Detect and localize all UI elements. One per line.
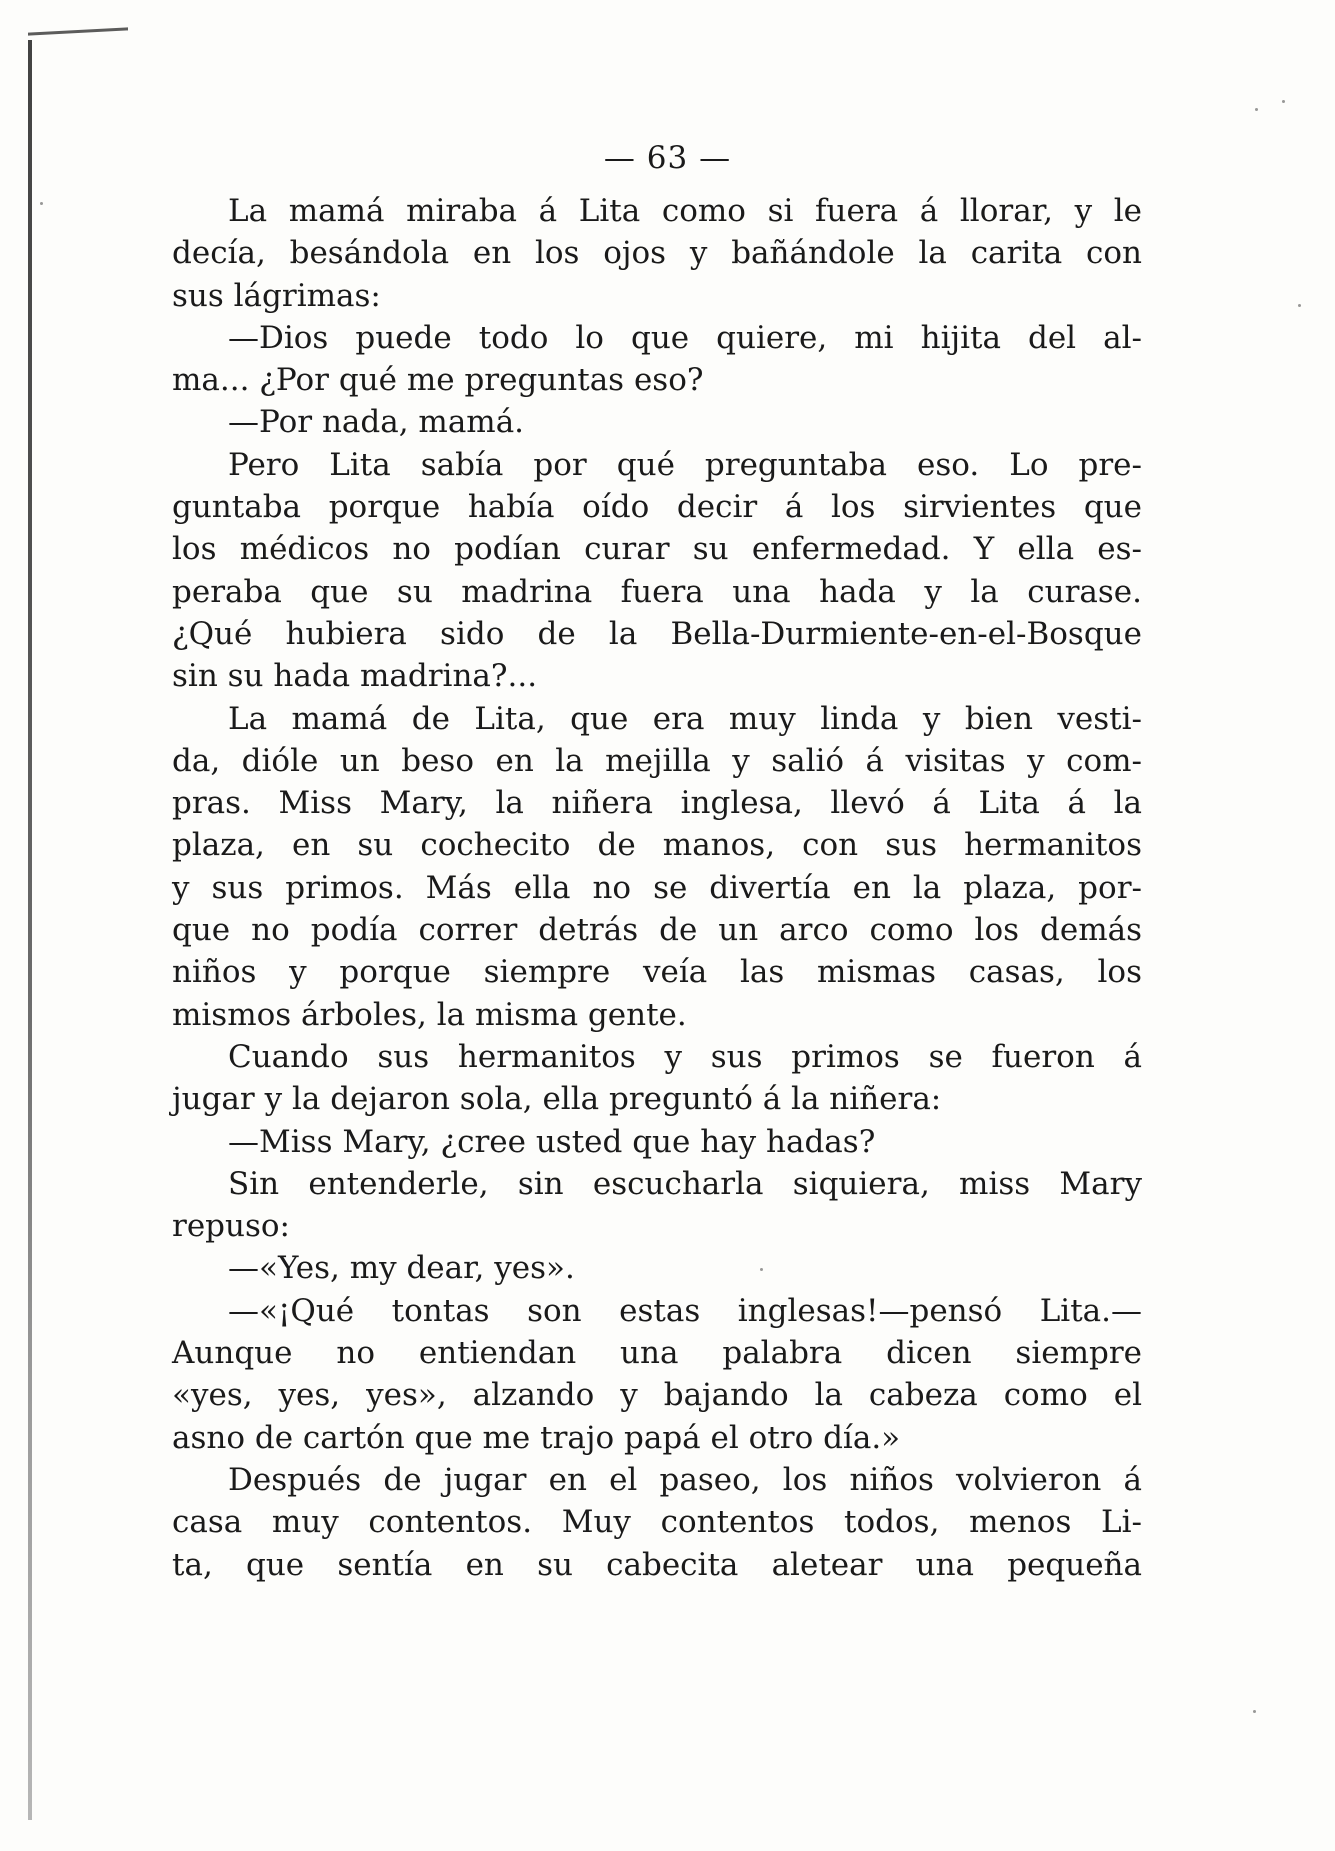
body-text — [172, 190, 1142, 1586]
text-line: jugar y la dejaron sola, ella preguntó á la niñera: — [172, 1081, 942, 1118]
text-line: La mamá miraba á Lita como si fuera á llorar, y le — [228, 193, 1142, 229]
text-line: —«Yes, my dear, yes». — [228, 1250, 575, 1287]
text-line: pras. Miss Mary, la niñera inglesa, llevó á Lita á la — [172, 785, 1142, 822]
text-line: sin su hada madrina?... — [172, 658, 538, 695]
text-line: Después de jugar en el paseo, los niños volvieron á — [228, 1461, 1142, 1498]
scan-speck — [1255, 108, 1258, 111]
text-line: casa muy contentos. Muy contentos todos, menos Li- — [172, 1504, 1142, 1541]
text-line: —«¡Qué tontas son estas inglesas!—pensó Lita.— — [228, 1292, 1142, 1329]
text-line: ma... ¿Por qué me preguntas eso? — [172, 362, 704, 399]
text-line: y sus primos. Más ella no se divertía en la plaza, por- — [172, 869, 1142, 906]
text-line: asno de cartón que me trajo papá el otro día.» — [172, 1419, 901, 1456]
scan-speck — [1253, 1710, 1256, 1713]
binding-edge — [28, 40, 32, 1820]
text-line: mismos árboles, la misma gente. — [172, 996, 687, 1033]
text-line: que no podía correr detrás de un arco como los demás — [172, 912, 1142, 949]
text-line: Aunque no entiendan una palabra dicen siempre — [172, 1335, 1142, 1372]
text-line: da, dióle un beso en la mejilla y salió á visitas y com- — [172, 742, 1142, 779]
text-line: sus lágrimas: — [172, 277, 381, 314]
text-line: —Dios puede todo lo que quiere, mi hijita del al- — [228, 319, 1142, 356]
text-line: ta, que sentía en su cabecita aletear una pequeña — [172, 1546, 1142, 1583]
page-number: — 63 — — [603, 140, 732, 176]
scan-speck — [1282, 100, 1285, 103]
text-line: —Por nada, mamá. — [228, 404, 525, 441]
text-line: Pero Lita sabía por qué preguntaba eso. Lo pre- — [228, 446, 1142, 483]
text-line: «yes, yes, yes», alzando y bajando la cabeza como el — [172, 1377, 1142, 1414]
binding-shadow-top — [28, 27, 128, 35]
text-line: ¿Qué hubiera sido de la Bella-Durmiente-en-el-Bosque — [172, 615, 1142, 652]
text-line: guntaba porque había oído decir á los sirvientes que — [172, 489, 1142, 526]
text-line: plaza, en su cochecito de manos, con sus hermanitos — [172, 827, 1142, 864]
text-line: niños y porque siempre veía las mismas casas, los — [172, 954, 1142, 991]
text-line: Sin entenderle, sin escucharla siquiera, miss Mary — [228, 1165, 1142, 1202]
text-line: Cuando sus hermanitos y sus primos se fueron á — [228, 1038, 1142, 1075]
text-line: los médicos no podían curar su enfermedad. Y ella es- — [172, 531, 1142, 568]
text-line: repuso: — [172, 1208, 290, 1245]
scan-speck — [40, 202, 43, 205]
scan-speck — [1298, 304, 1301, 307]
text-line: La mamá de Lita, que era muy linda y bien vesti- — [228, 700, 1142, 737]
text-line: peraba que su madrina fuera una hada y la curase. — [172, 573, 1142, 610]
text-line: decía, besándola en los ojos y bañándole la carita con — [172, 235, 1142, 272]
text-line: —Miss Mary, ¿cree usted que hay hadas? — [228, 1123, 876, 1160]
